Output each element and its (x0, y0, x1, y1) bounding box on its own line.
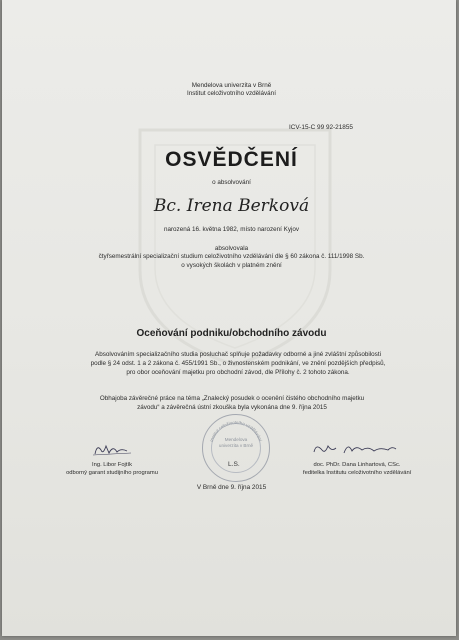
stamp-ls-label: L.S. (228, 461, 240, 468)
handwritten-signature-left (57, 440, 167, 458)
certificate-subtitle: o absolvování (212, 179, 251, 186)
completed-label: absolvovala (214, 245, 249, 252)
institute-name: Institut celoživotního vzdělávání (187, 90, 276, 98)
handwritten-signature-right (292, 440, 422, 458)
official-stamp (202, 414, 270, 482)
defense-paragraph: Obhajoba závěrečné práce na téma „Znalecký posudek o ocenění čistého obchodního majetku závodu“ a závěrečná ústní zkouška byla vykonána dne 9. října 2015 (99, 395, 365, 412)
study-description (2, 245, 459, 270)
signature-block-left (57, 440, 167, 477)
university-name: Mendelova univerzita v Brně (191, 82, 272, 89)
study-line-2: o vysokých školách v platném znění (181, 261, 282, 269)
birth-line: narozená 16. května 1982, místo narození Kyjov (163, 226, 300, 233)
holder-name: Bc. Irena Berková (153, 196, 310, 216)
certificate-title: OSVĚDČENÍ (165, 148, 298, 171)
study-line-1: čtyřsemestrální specializační studium celoživotního vzdělávání dle § 60 zákona č. 111/1998 Sb. (98, 253, 365, 261)
signatory-right-role: ředitelka Institutu celoživotního vzdělávání (302, 469, 412, 476)
signatory-right-name: doc. PhDr. Dana Linhartová, CSc. (313, 461, 401, 468)
issue-date: V Brně dne 9. října 2015 (196, 484, 267, 491)
signatory-left-name: Ing. Libor Fojtík (92, 461, 132, 468)
stamp-inner-text: Mendelova univerzita v Brně (218, 437, 254, 448)
program-name: Oceňování podniku/obchodního závodu (136, 328, 327, 339)
institution-header (2, 82, 459, 99)
certificate-code: ICV-15-C 99 92-21855 (289, 124, 353, 131)
certificate-paper (2, 0, 456, 636)
signatory-left-role: odborný garant studijního programu (66, 469, 158, 476)
qualification-paragraph: Absolvováním specializačního studia posluchač splňuje požadavky odborné a jiné zvláštní způsobilosti podle § 24 odst. 1 a 2 zákona č. 455/1991 Sb., o živnostenském podnikání, ve znění pozdějších předpisů, pro obor oceňování majetku pro obchodní závod, dle Přílohy č. 2 tohoto zákona. (90, 351, 386, 377)
svg-text:Institut celoživotního vzděláv: Institut celoživotního vzdělávání (208, 419, 263, 443)
signature-block-right (292, 440, 422, 477)
